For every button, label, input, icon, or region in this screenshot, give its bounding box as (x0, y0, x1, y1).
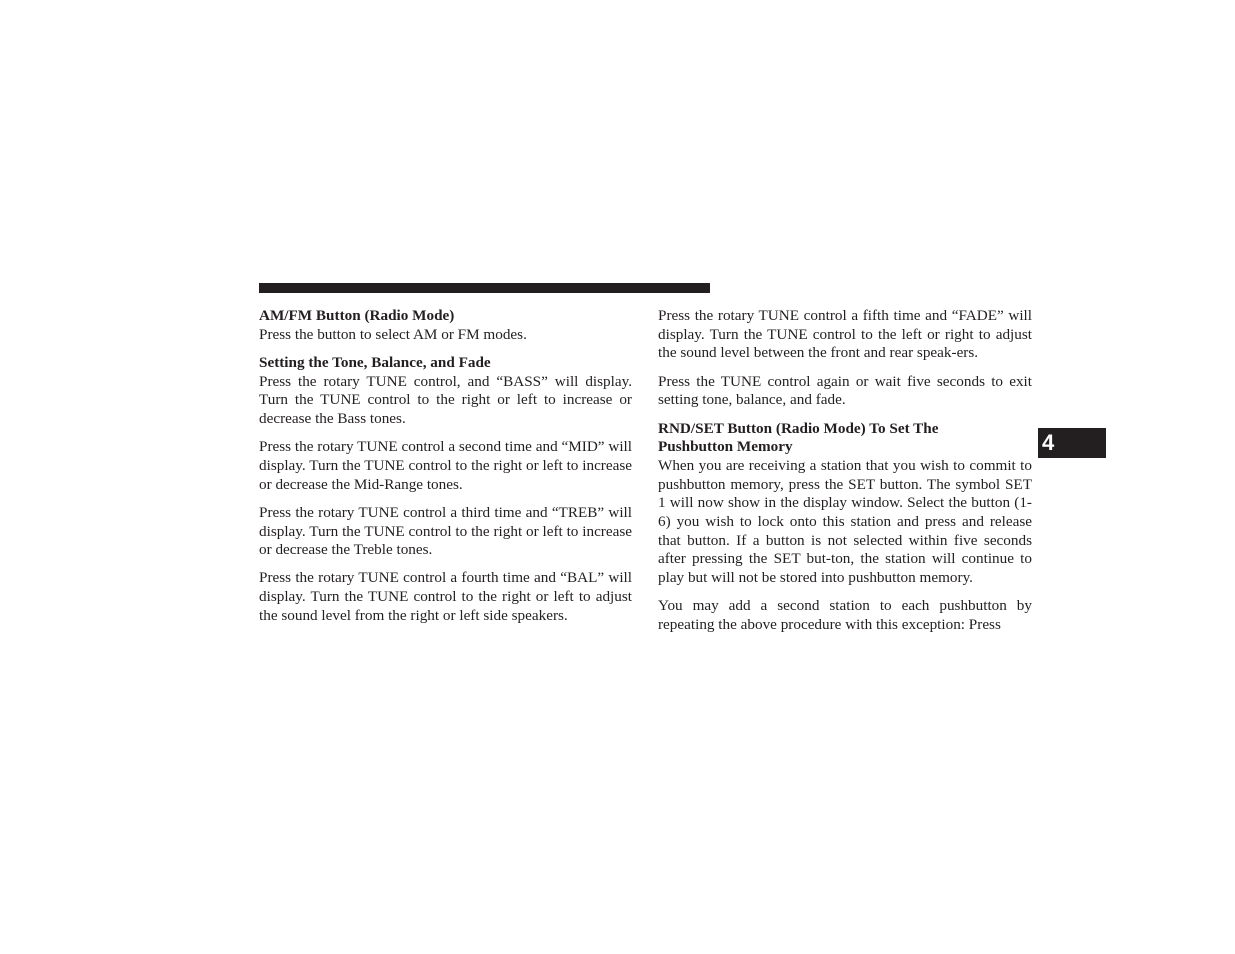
section-am-fm (259, 307, 632, 344)
paragraph-exit: Press the TUNE control again or wait five seconds to exit setting tone, balance, and fade. (658, 372, 1032, 409)
text-am-fm-button: Press the button to select AM or FM modes. (259, 325, 527, 343)
paragraph-mid: Press the rotary TUNE control a second time and “MID” will display. Turn the TUNE control to the right or left to increase or decrease the Mid-Range tones. (259, 438, 632, 493)
right-column (658, 307, 1032, 644)
paragraph-second-station: You may add a second station to each pushbutton by repeating the above procedure with this exception: Press (658, 597, 1032, 634)
paragraph-balance: Press the rotary TUNE control a fourth time and “BAL” will display. Turn the TUNE control to the right or left to adjust the sound level from the right or left side speakers. (259, 569, 632, 624)
paragraph-fade: Press the rotary TUNE control a fifth time and “FADE” will display. Turn the TUNE control to the left or right to adjust the sound level between the front and rear speak-ers. (658, 307, 1032, 362)
chapter-tab: 4 (1038, 428, 1106, 458)
text-bass: Press the rotary TUNE control, and “BASS” will display. Turn the TUNE control to the right or left to increase or decrease the Bass tones. (259, 372, 632, 428)
section-tone-balance-fade (259, 354, 632, 429)
heading-am-fm-button: AM/FM Button (Radio Mode) (259, 307, 455, 324)
text-rnd-set: When you are receiving a station that you wish to commit to pushbutton memory, press the SET button. The symbol SET 1 will now show in the display window. Select the button (1-6) you wish to lock onto this station and press and release that button. If a button is not selected within five seconds after pressing the SET but-ton, the station will continue to play but will not be stored into pushbutton memory. (658, 456, 1032, 587)
heading-tone-balance-fade: Setting the Tone, Balance, and Fade (259, 353, 491, 371)
left-column (259, 307, 632, 635)
heading-rnd-set-line1: RND/SET Button (Radio Mode) To Set The (658, 419, 939, 437)
paragraph-treble: Press the rotary TUNE control a third time and “TREB” will display. Turn the TUNE control to the right or left to increase or decrease the Treble tones. (259, 503, 632, 559)
section-rnd-set (658, 420, 1032, 588)
heading-rnd-set-line2: Pushbutton Memory (658, 438, 793, 456)
header-rule (259, 283, 710, 293)
